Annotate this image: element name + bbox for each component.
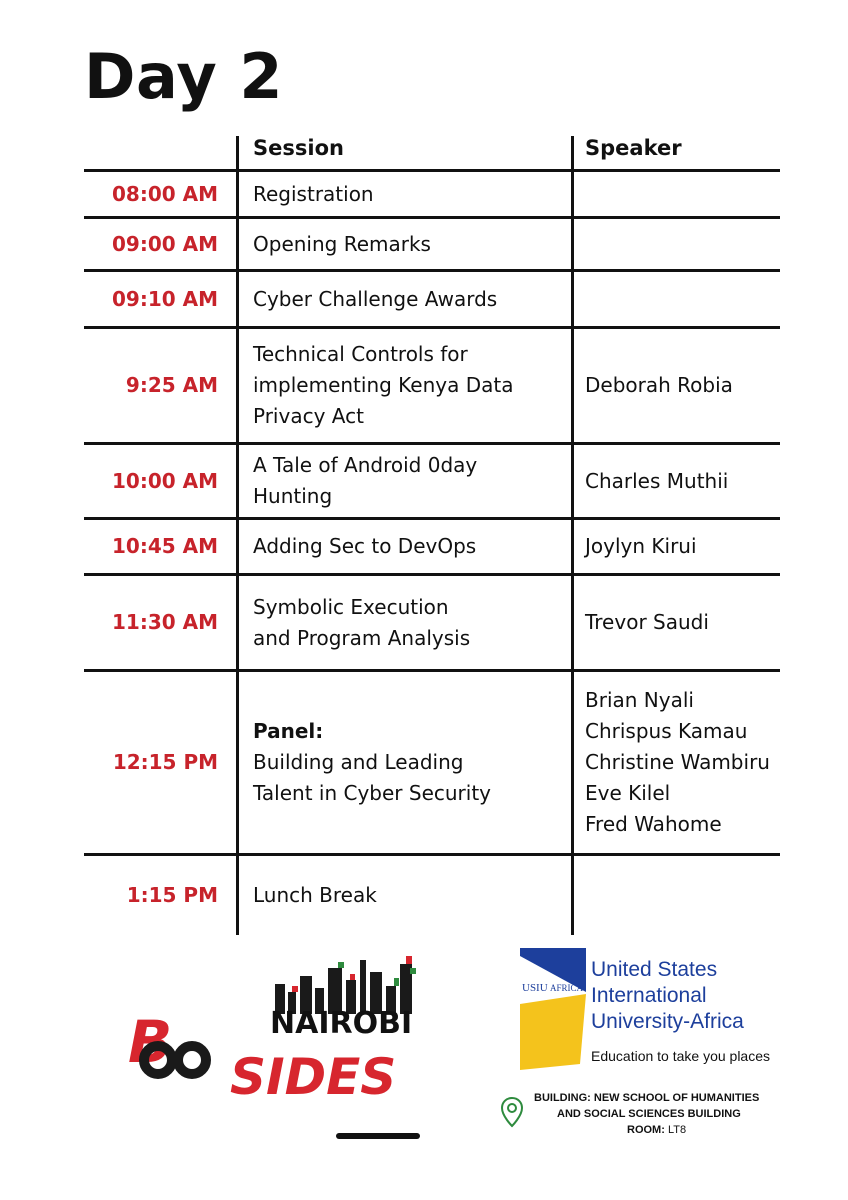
bsides-city: NAIROBI	[270, 1006, 413, 1041]
usiu-badge-line1: USIU	[522, 982, 548, 994]
venue-room-label: ROOM:	[627, 1124, 665, 1136]
session-title-line: A Tale of Android 0day	[253, 453, 478, 477]
venue-building-label: BUILDING:	[534, 1092, 591, 1104]
speaker-list	[585, 672, 845, 853]
usiu-emblem-icon	[520, 948, 586, 1070]
session-title	[253, 672, 571, 853]
usiu-name-3: University-Africa	[591, 1010, 744, 1033]
session-title-line: Opening Remarks	[253, 231, 431, 256]
session-title	[253, 445, 571, 517]
bsides-nairobi-logo	[110, 950, 440, 1106]
usiu-logo	[520, 948, 800, 1078]
usiu-name-2: International	[591, 984, 707, 1007]
usiu-name-1: United States	[591, 958, 718, 981]
session-title	[253, 520, 571, 573]
session-time: 1:15 PM	[126, 883, 218, 907]
session-time: 9:25 AM	[125, 373, 218, 397]
page-title: Day 2	[84, 40, 284, 113]
speaker-list	[585, 219, 845, 269]
session-time: 09:10 AM	[111, 286, 218, 311]
speaker-list	[585, 272, 845, 326]
session-title-line: Adding Sec to DevOps	[253, 534, 477, 558]
venue-building-line1	[534, 1092, 759, 1104]
session-time: 09:00 AM	[111, 231, 218, 256]
column-header-speaker: Speaker	[585, 136, 682, 160]
session-title-line: Talent in Cyber Security	[253, 781, 491, 805]
session-title-line: Registration	[253, 181, 374, 206]
schedule-row	[0, 445, 848, 517]
session-time: 12:15 PM	[112, 750, 218, 774]
column-header-session: Session	[253, 136, 344, 160]
bsides-left: B	[128, 1008, 173, 1076]
schedule-row	[0, 219, 848, 269]
usiu-badge-line2: AFRICA	[550, 983, 584, 993]
speaker-name: Charles Muthii	[585, 468, 729, 493]
logo-underline	[336, 1133, 420, 1139]
location-pin-icon	[500, 1096, 524, 1128]
session-time: 10:00 AM	[111, 468, 218, 493]
speaker-list	[585, 520, 845, 573]
speaker-list	[585, 172, 845, 216]
schedule-row	[0, 520, 848, 573]
session-title	[253, 272, 571, 326]
speaker-name: Eve Kilel	[585, 781, 671, 805]
session-time: 10:45 AM	[111, 534, 218, 558]
speaker-list	[585, 856, 845, 935]
session-title-line: Symbolic Execution	[253, 594, 449, 619]
speaker-name: Fred Wahome	[585, 812, 722, 836]
bsides-infinity-icon	[138, 1020, 218, 1100]
speaker-name: Chrispus Kamau	[585, 719, 748, 743]
session-heading: Panel:	[253, 719, 324, 743]
speaker-name: Christine Wambiru	[585, 750, 770, 774]
speaker-name: Trevor Saudi	[585, 610, 709, 634]
bsides-right: SIDES	[230, 1048, 397, 1106]
session-title	[253, 172, 571, 216]
session-title-line: and Program Analysis	[253, 625, 471, 650]
session-time: 11:30 AM	[111, 610, 218, 634]
session-title	[253, 856, 571, 935]
venue-building-line2: AND SOCIAL SCIENCES BUILDING	[557, 1108, 741, 1120]
session-title	[253, 219, 571, 269]
session-title-line: Technical Controls for	[253, 342, 468, 366]
session-time: 08:00 AM	[111, 181, 218, 206]
session-title-line: Hunting	[253, 484, 333, 508]
session-title	[253, 576, 571, 669]
speaker-name: Joylyn Kirui	[585, 534, 697, 558]
schedule-row	[0, 272, 848, 326]
venue-building-value-1: NEW SCHOOL OF HUMANITIES	[593, 1092, 760, 1104]
speaker-name: Deborah Robia	[585, 373, 733, 397]
speaker-name: Brian Nyali	[585, 688, 694, 712]
speaker-list	[585, 445, 845, 517]
venue-room-line	[627, 1124, 686, 1136]
speaker-list	[585, 576, 845, 669]
usiu-tagline: Education to take you places	[591, 1048, 771, 1064]
schedule-row	[0, 672, 848, 853]
session-title-line: implementing Kenya Data	[253, 373, 514, 397]
session-title-line: Building and Leading	[253, 750, 464, 774]
session-title	[253, 329, 571, 442]
schedule-row	[0, 329, 848, 442]
session-title-line: Cyber Challenge Awards	[253, 286, 498, 311]
session-title-line: Privacy Act	[253, 404, 364, 428]
speaker-list	[585, 329, 845, 442]
schedule-row	[0, 856, 848, 935]
venue-room-value: LT8	[667, 1124, 687, 1136]
schedule-row	[0, 576, 848, 669]
session-title-line: Lunch Break	[253, 883, 377, 907]
schedule-row	[0, 172, 848, 216]
